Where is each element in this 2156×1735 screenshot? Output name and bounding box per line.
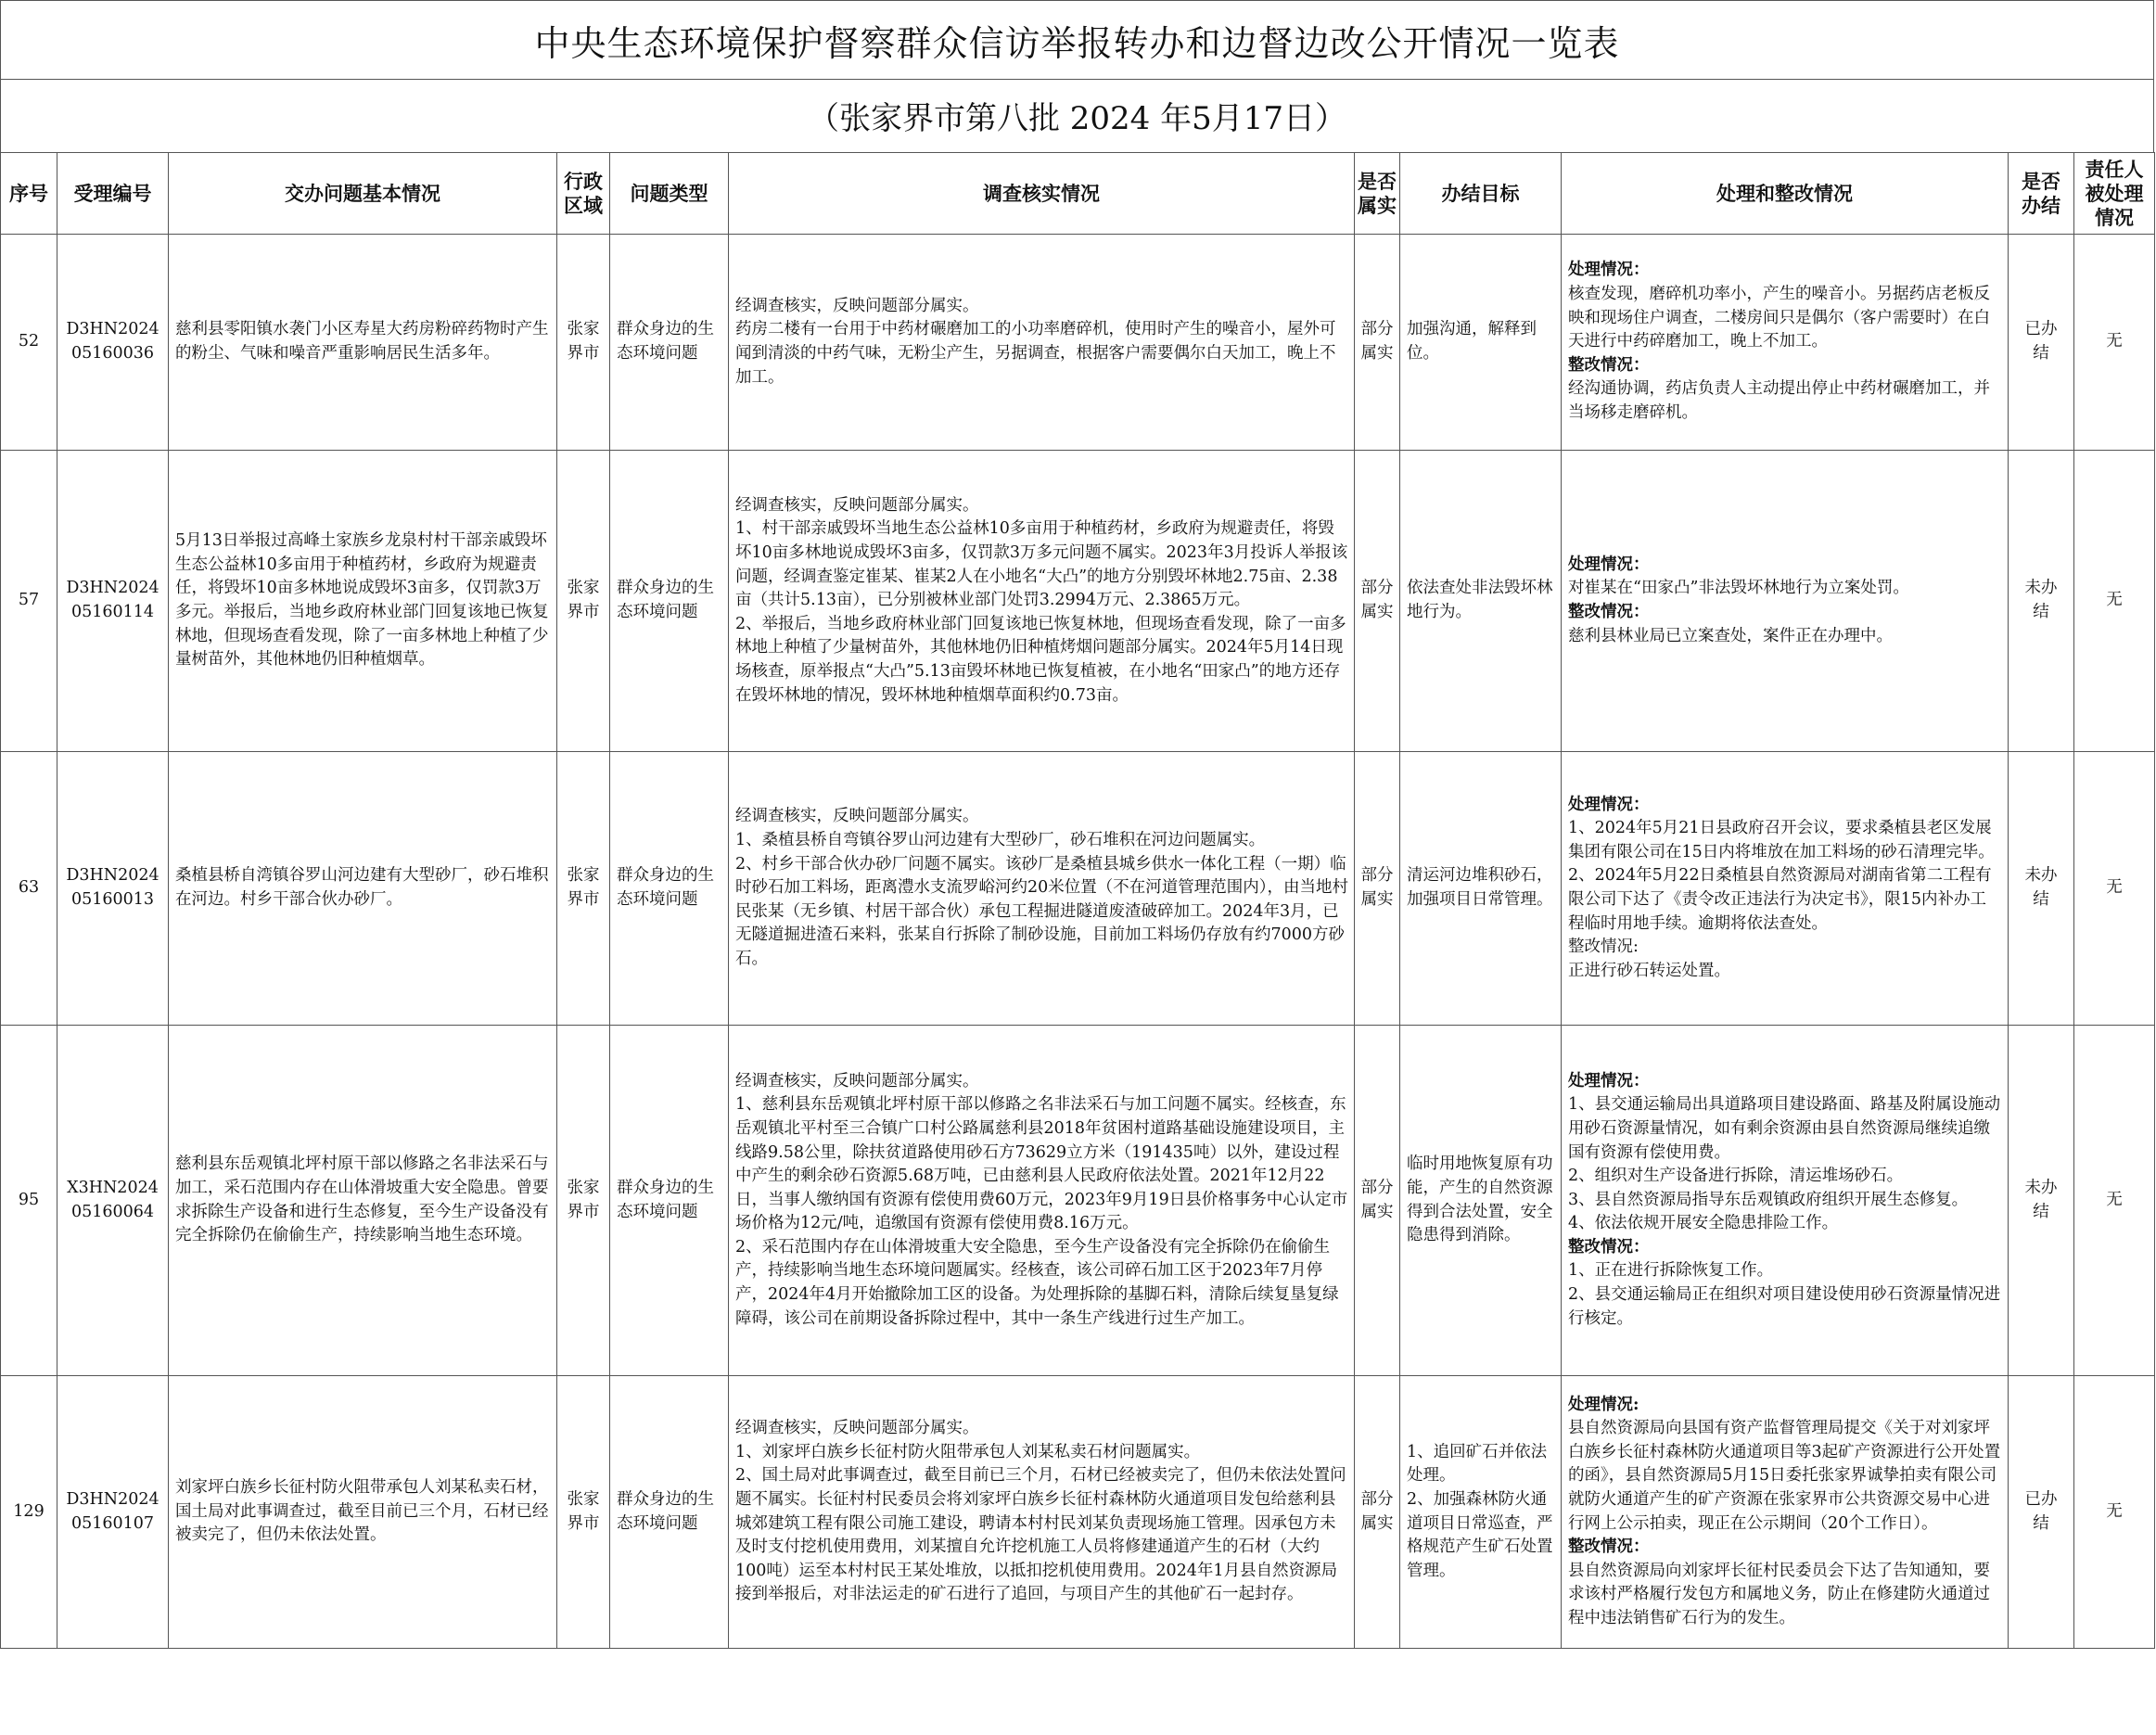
cell-closed: 未办 结	[2009, 752, 2074, 1026]
col-header-goal: 办结目标	[1400, 153, 1562, 235]
cell-handling	[1562, 235, 2009, 451]
cell-issue: 桑植县桥自湾镇谷罗山河边建有大型砂厂，砂石堆积在河边。村乡干部合伙办砂厂。	[169, 752, 557, 1026]
cell-type: 群众身边的生态环境问题	[610, 451, 729, 752]
cell-region: 张家 界市	[557, 752, 610, 1026]
cell-type: 群众身边的生态环境问题	[610, 1026, 729, 1376]
rectify-label: 整改情况：	[1568, 1537, 1650, 1557]
cell-verified: 部分 属实	[1355, 1026, 1400, 1376]
cell-closed: 未办 结	[2009, 1026, 2074, 1376]
col-header-issue: 交办问题基本情况	[169, 153, 557, 235]
cell-closed: 已办 结	[2009, 235, 2074, 451]
rectify-text: 1、正在进行拆除恢复工作。 2、县交通运输局正在组织对项目建设使用砂石资源量情况进行核定。	[1568, 1261, 2001, 1328]
cell-goal: 1、追回矿石并依法处理。 2、加强森林防火通道项目日常巡查，严格规范产生矿石处置管理。	[1400, 1376, 1562, 1649]
col-header-seq: 序号	[1, 153, 57, 235]
handling-text: 1、2024年5月21日县政府召开会议，要求桑植县老区发展集团有限公司在15日内将堆放在加工料场的砂石清理完毕。 2、2024年5月22日桑植县自然资源局对湖南省第二工程有限公司下达了《责令改正违法行为决定书》，限15内补办工程临时用地手续。逾期将依法查处。	[1568, 819, 1995, 933]
cell-seq: 52	[1, 235, 57, 451]
rectify-label: 整改情况：	[1568, 1237, 1650, 1257]
cell-goal: 临时用地恢复原有功能，产生的自然资源得到合法处置，安全隐患得到消除。	[1400, 1026, 1562, 1376]
table-row	[1, 1376, 2155, 1649]
col-header-accountability: 责任人 被处理 情况	[2074, 153, 2155, 235]
cell-issue: 刘家坪白族乡长征村防火阻带承包人刘某私卖石材，国土局对此事调查过，截至目前已三个月，石材已经被卖完了，但仍未依法处置。	[169, 1376, 557, 1649]
col-header-handling: 处理和整改情况	[1562, 153, 2009, 235]
rectify-text: 慈利县林业局已立案查处，案件正在办理中。	[1568, 626, 1893, 645]
report-table	[0, 152, 2155, 1649]
cell-goal: 加强沟通，解释到位。	[1400, 235, 1562, 451]
handling-label: 处理情况：	[1568, 1071, 1650, 1091]
cell-accountability: 无	[2074, 235, 2155, 451]
cell-region: 张家 界市	[557, 1026, 610, 1376]
cell-investigation: 经调查核实，反映问题部分属实。 1、村干部亲戚毁坏当地生态公益林10多亩用于种植药材，乡政府为规避责任，将毁坏10亩多林地说成毁坏3亩多，仅罚款3万多元问题不属实。2023年3月投诉人举报该问题，经调查鉴定崔某、崔某2人在小地名“大凸”的地方分别毁坏林地2.75亩、2.38亩（共计5.13亩），已分别被林业部门处罚3.2994万元、2.3865万元。 2、举报后，当地乡政府林业部门回复该地已恢复林地，但现场查看发现，除了一亩多林地上种植了少量树苗外，其他林地仍旧种植烤烟问题部分属实。2024年5月14日现场核查，原举报点“大凸”5.13亩毁坏林地已恢复植被，在小地名“田家凸”的地方还存在毁坏林地的情况，毁坏林地种植烟草面积约0.73亩。	[729, 451, 1355, 752]
rectify-text: 正进行砂石转运处置。	[1568, 961, 1730, 980]
header-row	[1, 153, 2155, 235]
cell-investigation: 经调查核实，反映问题部分属实。 1、刘家坪白族乡长征村防火阻带承包人刘某私卖石材问题属实。 2、国土局对此事调查过，截至目前已三个月，石材已经被卖完了，但仍未依法处置问题不属实。长征村村民委员会将刘家坪白族乡长征村森林防火通道项目发包给慈利县城郊建筑工程有限公司施工建设，聘请本村村民刘某负责现场施工管理。因承包方未及时支付挖机使用费用，刘某擅自允许挖机施工人员将修建通道产生的石材（大约100吨）运至本村村民王某处堆放，以抵扣挖机使用费用。2024年1月县自然资源局接到举报后，对非法运走的矿石进行了追回，与项目产生的其他矿石一起封存。	[729, 1376, 1355, 1649]
handling-label: 处理情况：	[1568, 261, 1650, 280]
table-row	[1, 451, 2155, 752]
cell-verified: 部分 属实	[1355, 451, 1400, 752]
col-header-investigation: 调查核实情况	[729, 153, 1355, 235]
cell-handling	[1562, 1376, 2009, 1649]
page-title: 中央生态环境保护督察群众信访举报转办和边督边改公开情况一览表	[0, 0, 2154, 80]
cell-handling	[1562, 752, 2009, 1026]
cell-type: 群众身边的生态环境问题	[610, 235, 729, 451]
cell-code: X3HN2024 05160064	[57, 1026, 169, 1376]
rectify-label: 整改情况：	[1568, 603, 1650, 621]
cell-issue: 慈利县东岳观镇北坪村原干部以修路之名非法采石与加工，采石范围内存在山体滑坡重大安全隐患。曾要求拆除生产设备和进行生态修复，至今生产设备没有完全拆除仍在偷偷生产，持续影响当地生态环境。	[169, 1026, 557, 1376]
cell-code: D3HN2024 05160107	[57, 1376, 169, 1649]
table-row	[1, 235, 2155, 451]
cell-issue: 慈利县零阳镇水袭门小区寿星大药房粉碎药物时产生的粉尘、气味和噪音严重影响居民生活多年。	[169, 235, 557, 451]
handling-label: 处理情况：	[1568, 795, 1650, 814]
handling-label: 处理情况：	[1568, 555, 1650, 574]
handling-text: 1、县交通运输局出具道路项目建设路面、路基及附属设施动用砂石资源量情况，如有剩余资源由县自然资源局继续追缴国有资源有偿使用费。 2、组织对生产设备进行拆除，清运堆场砂石。 3、县自然资源局指导东岳观镇政府组织开展生态修复。 4、依法依规开展安全隐患排险工作。	[1568, 1095, 2001, 1233]
cell-region: 张家 界市	[557, 1376, 610, 1649]
cell-closed: 未办 结	[2009, 451, 2074, 752]
cell-seq: 63	[1, 752, 57, 1026]
handling-text: 县自然资源局向县国有资产监督管理局提交《关于对刘家坪白族乡长征村森林防火通道项目等3起矿产资源进行公开处置的函》，县自然资源局5月15日委托张家界诚挚拍卖有限公司就防火通道产生的矿产资源在张家界市公共资源交易中心进行网上公示拍卖，现正在公示期间（20个工作日）。	[1568, 1419, 2001, 1533]
cell-investigation: 经调查核实，反映问题部分属实。 1、桑植县桥自弯镇谷罗山河边建有大型砂厂，砂石堆积在河边问题属实。 2、村乡干部合伙办砂厂问题不属实。该砂厂是桑植县城乡供水一体化工程（一期）临时砂石加工料场，距离澧水支流罗峪河约20米位置（不在河道管理范围内），由当地村民张某（无乡镇、村居干部合伙）承包工程掘进隧道废渣破碎加工。2024年3月，已无隧道掘进渣石来料，张某自行拆除了制砂设施，目前加工料场仍存放有约7000方砂石。	[729, 752, 1355, 1026]
col-header-type: 问题类型	[610, 153, 729, 235]
cell-seq: 95	[1, 1026, 57, 1376]
handling-text: 对崔某在“田家凸”非法毁坏林地行为立案处罚。	[1568, 579, 1909, 598]
handling-label: 处理情况:	[1568, 1395, 1639, 1414]
rectify-label: 整改情况:	[1568, 938, 1639, 957]
col-header-region: 行政 区域	[557, 153, 610, 235]
col-header-verified: 是否 属实	[1355, 153, 1400, 235]
table-row	[1, 752, 2155, 1026]
cell-region: 张家 界市	[557, 235, 610, 451]
cell-type: 群众身边的生态环境问题	[610, 1376, 729, 1649]
cell-type: 群众身边的生态环境问题	[610, 752, 729, 1026]
cell-verified: 部分 属实	[1355, 1376, 1400, 1649]
cell-verified: 部分 属实	[1355, 235, 1400, 451]
cell-accountability: 无	[2074, 1376, 2155, 1649]
cell-code: D3HN2024 05160036	[57, 235, 169, 451]
cell-accountability: 无	[2074, 451, 2155, 752]
rectify-text: 经沟通协调，药店负责人主动提出停止中药材碾磨加工，并当场移走磨碎机。	[1568, 379, 1990, 422]
cell-handling	[1562, 451, 2009, 752]
table-row	[1, 1026, 2155, 1376]
cell-handling	[1562, 1026, 2009, 1376]
col-header-code: 受理编号	[57, 153, 169, 235]
rectify-label: 整改情况：	[1568, 355, 1650, 375]
cell-issue: 5月13日举报过高峰土家族乡龙泉村村干部亲戚毁坏生态公益林10多亩用于种植药材，乡政府为规避责任，将毁坏10亩多林地说成毁坏3亩多，仅罚款3万多元。举报后，当地乡政府林业部门回复该地已恢复林地，但现场查看发现，除了一亩多林地上种植了少量树苗外，其他林地仍旧种植烟草。	[169, 451, 557, 752]
cell-seq: 129	[1, 1376, 57, 1649]
cell-goal: 依法查处非法毁坏林地行为。	[1400, 451, 1562, 752]
cell-code: D3HN2024 05160013	[57, 752, 169, 1026]
cell-accountability: 无	[2074, 752, 2155, 1026]
cell-region: 张家 界市	[557, 451, 610, 752]
cell-accountability: 无	[2074, 1026, 2155, 1376]
cell-verified: 部分 属实	[1355, 752, 1400, 1026]
page-subtitle: （张家界市第八批 2024 年5月17日）	[0, 79, 2154, 153]
col-header-closed: 是否 办结	[2009, 153, 2074, 235]
cell-closed: 已办 结	[2009, 1376, 2074, 1649]
handling-text: 核查发现，磨碎机功率小，产生的噪音小。另据药店老板反映和现场住户调查，二楼房间只是偶尔（客户需要时）在白天进行中药碎磨加工，晚上不加工。	[1568, 285, 1990, 351]
cell-investigation: 经调查核实，反映问题部分属实。 药房二楼有一台用于中药材碾磨加工的小功率磨碎机，使用时产生的噪音小，屋外可闻到清淡的中药气味，无粉尘产生，另据调查，根据客户需要偶尔白天加工，晚上不加工。	[729, 235, 1355, 451]
cell-investigation: 经调查核实，反映问题部分属实。 1、慈利县东岳观镇北坪村原干部以修路之名非法采石与加工问题不属实。经核查，东岳观镇北平村至三合镇广口村公路属慈利县2018年贫困村道路基础设施建设项目，主线路9.58公里，除扶贫道路使用砂石方73629立方米（191435吨）以外，建设过程中产生的剩余砂石资源5.68万吨，已由慈利县人民政府依法处置。2021年12月22日，当事人缴纳国有资源有偿使用费60万元，2023年9月19日县价格事务中心认定市场价格为12元/吨，追缴国有资源有偿使用费8.16万元。 2、采石范围内存在山体滑坡重大安全隐患，至今生产设备没有完全拆除仍在偷偷生产，持续影响当地生态环境问题属实。经核查，该公司碎石加工区于2023年7月停产，2024年4月开始撤除加工区的设备。为处理拆除的基脚石料，清除后续复垦复绿障碍，该公司在前期设备拆除过程中，其中一条生产线进行过生产加工。	[729, 1026, 1355, 1376]
rectify-text: 县自然资源局向刘家坪长征村民委员会下达了告知通知，要求该村严格履行发包方和属地义务，防止在修建防火通道过程中违法销售矿石行为的发生。	[1568, 1561, 1990, 1627]
cell-goal: 清运河边堆积砂石，加强项目日常管理。	[1400, 752, 1562, 1026]
cell-code: D3HN2024 05160114	[57, 451, 169, 752]
cell-seq: 57	[1, 451, 57, 752]
